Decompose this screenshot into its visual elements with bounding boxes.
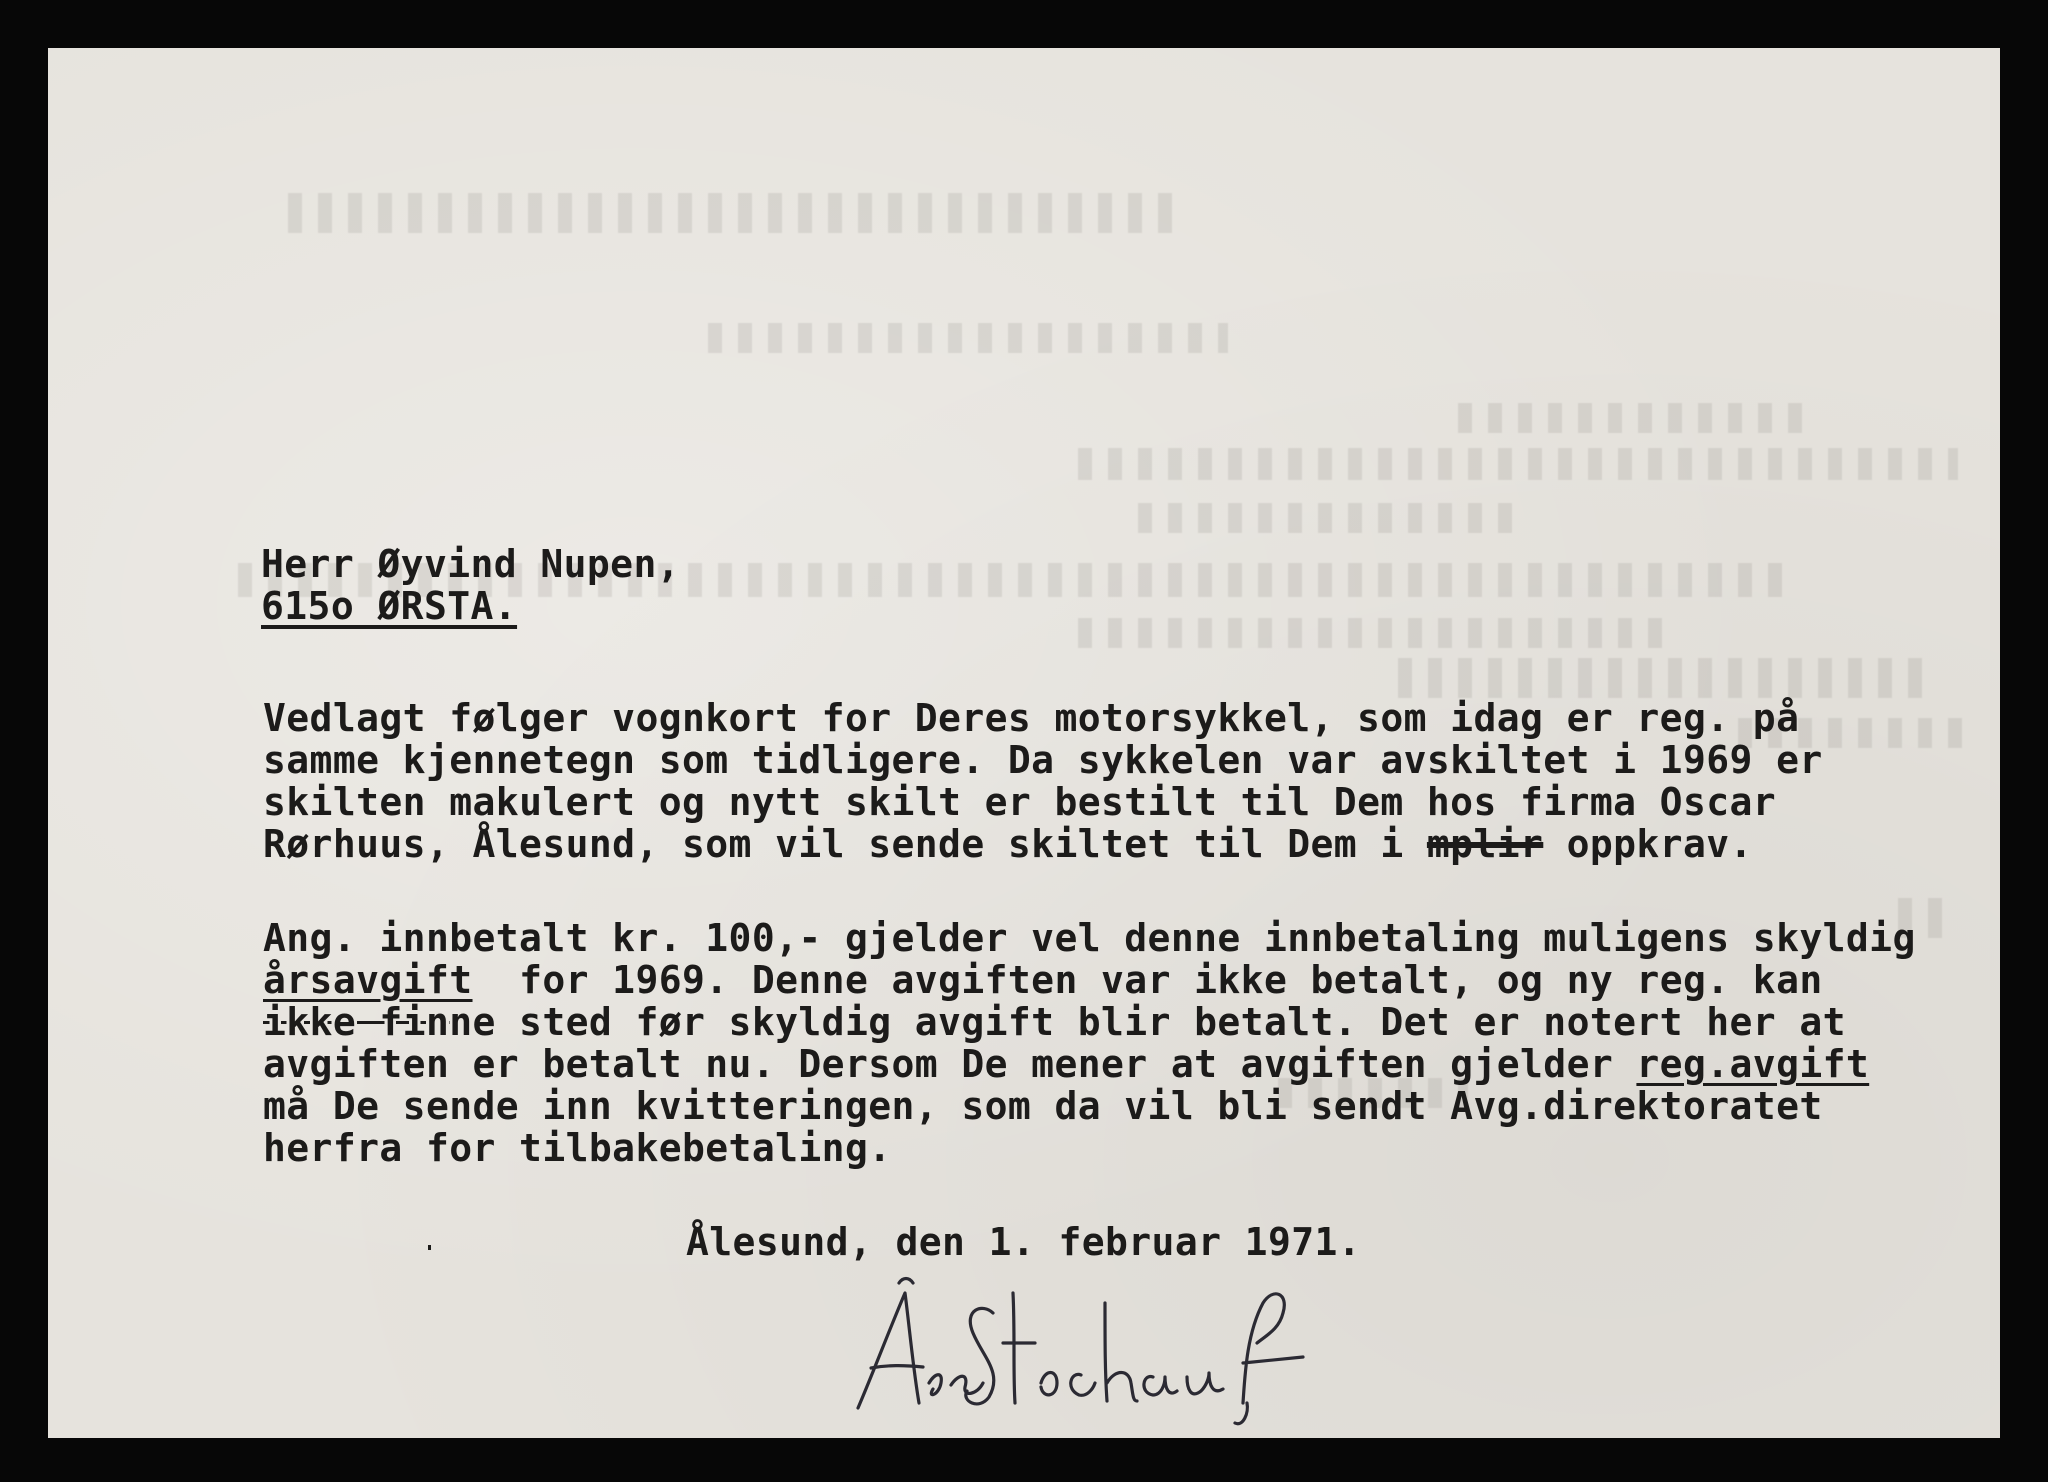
struck-text: mplir bbox=[1426, 822, 1544, 866]
paragraph2-line5: må De sende inn kvitteringen, som da vil bli sendt Avg.direktoratet bbox=[263, 1084, 1823, 1128]
paragraph1-line1: Vedlagt følger vognkort for Deres motorsykkel, som idag er reg. på bbox=[263, 696, 1800, 740]
overtyped-word: skilten bbox=[263, 780, 426, 824]
paragraph2-line1: Ang. innbetalt kr. 100,- gjelder vel denne innbetaling muligens skyldig bbox=[263, 916, 1916, 960]
bleed-through-mark bbox=[1138, 503, 1518, 533]
bleed-through-mark bbox=[1458, 403, 1818, 433]
bleed-through-mark bbox=[288, 193, 1188, 233]
paragraph2-line2: årsavgift for 1969. Denne avgiften var ikke betalt, og ny reg. kan bbox=[263, 958, 1823, 1002]
recipient-city: 615o ØRSTA. bbox=[261, 584, 518, 628]
bleed-through-mark bbox=[1398, 658, 1938, 698]
recipient-name: Herr Øyvind Nupen, bbox=[261, 542, 681, 586]
letter-paper bbox=[48, 48, 2000, 1438]
bleed-through-mark bbox=[1078, 618, 1668, 648]
paragraph2-line3: ikke finne sted før skyldig avgift blir betalt. Det er notert her at bbox=[263, 1000, 1846, 1044]
date-line: Ålesund, den 1. februar 1971. bbox=[686, 1220, 1362, 1264]
paragraph1-line4: Rørhuus, Ålesund, som vil sende skiltet til Dem i mplir oppkrav. bbox=[263, 822, 1753, 866]
bleed-through-mark bbox=[708, 323, 1228, 353]
paragraph1-line3: skilten makulert og nytt skilt er bestilt til Dem hos firma Oscar bbox=[263, 780, 1777, 824]
underlined-word: årsavgift bbox=[263, 958, 473, 1002]
paragraph2-line4: avgiften er betalt nu. Dersom De mener at avgiften gjelder reg.avgift bbox=[263, 1042, 1870, 1086]
handwritten-signature bbox=[843, 1273, 1403, 1433]
paragraph2-line6: herfra for tilbakebetaling. bbox=[263, 1126, 892, 1170]
paragraph1-line2: samme kjennetegn som tidligere. Da sykkelen var avskiltet i 1969 er bbox=[263, 738, 1823, 782]
underlined-word: reg.avgift bbox=[1636, 1042, 1870, 1086]
ink-dot bbox=[428, 1245, 431, 1250]
struck-underlined-word: ikke finne bbox=[263, 1000, 496, 1044]
bleed-through-mark bbox=[1078, 448, 1958, 480]
